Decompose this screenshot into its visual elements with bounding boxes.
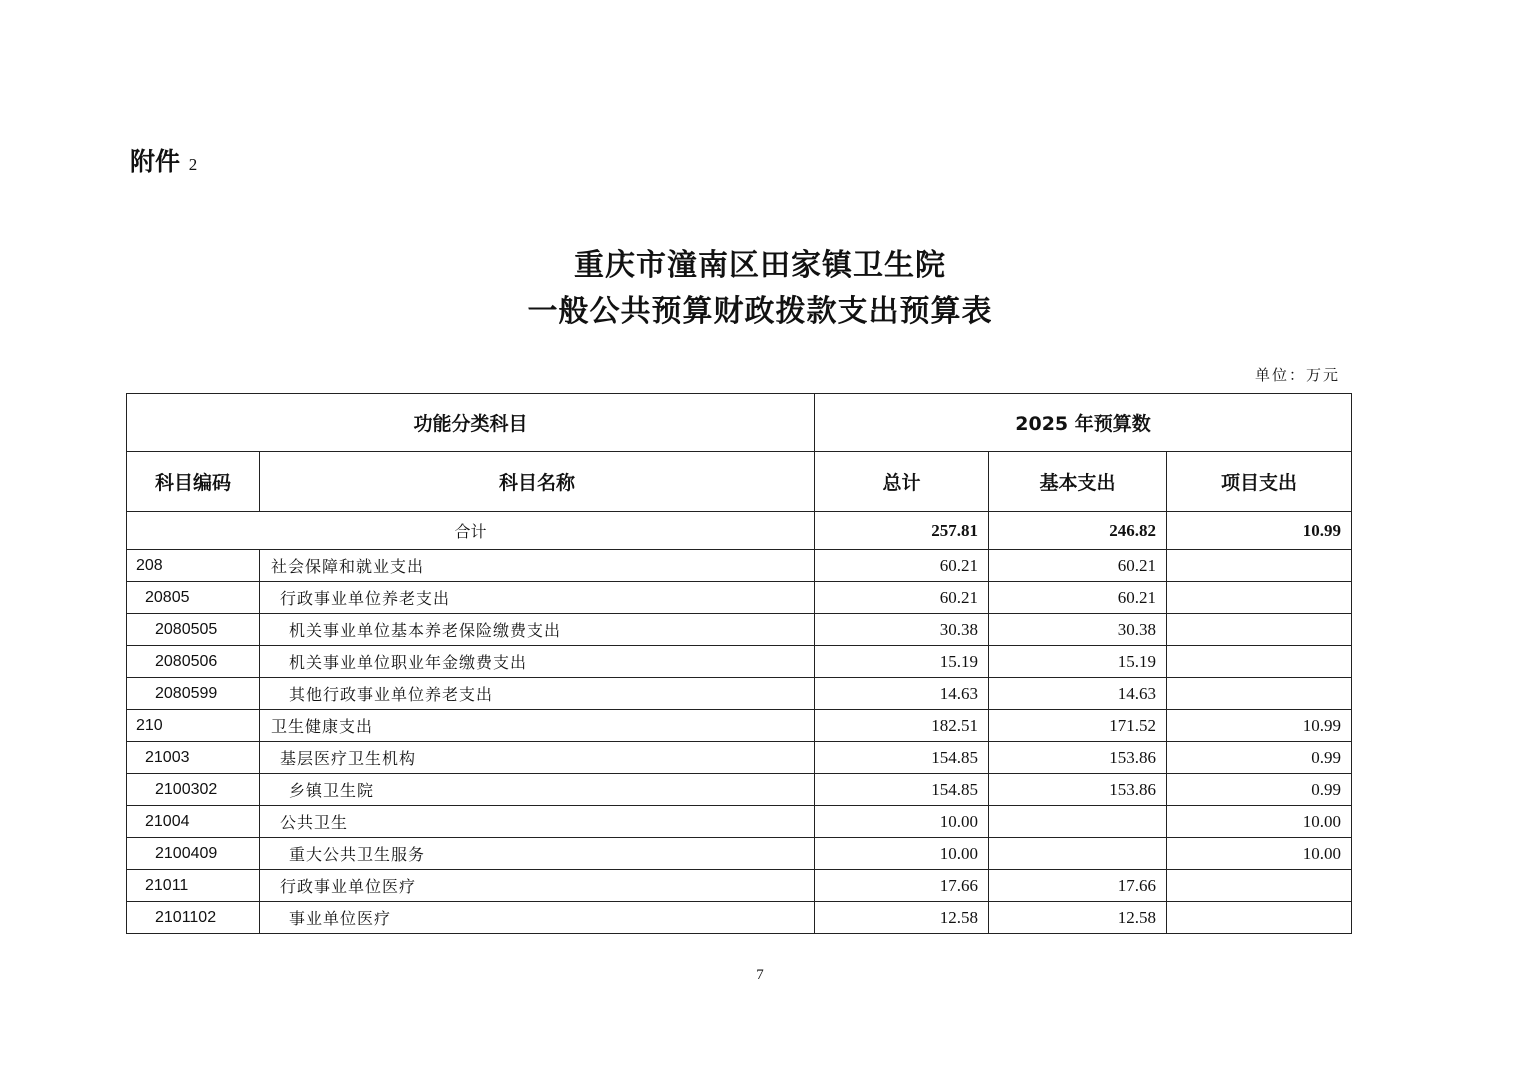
row-code: 2080599 xyxy=(127,678,260,710)
row-basic xyxy=(989,838,1167,870)
row-name: 行政事业单位养老支出 xyxy=(260,582,815,614)
attachment-number: 2 xyxy=(188,155,198,174)
table-row xyxy=(127,838,1352,870)
row-code: 2080506 xyxy=(127,646,260,678)
row-name: 公共卫生 xyxy=(260,806,815,838)
row-basic: 14.63 xyxy=(989,678,1167,710)
row-project: 10.00 xyxy=(1167,838,1352,870)
header-code: 科目编码 xyxy=(127,452,260,512)
row-project xyxy=(1167,902,1352,934)
row-basic: 153.86 xyxy=(989,742,1167,774)
row-name: 基层医疗卫生机构 xyxy=(260,742,815,774)
total-total: 257.81 xyxy=(815,512,989,550)
row-project xyxy=(1167,582,1352,614)
row-basic xyxy=(989,806,1167,838)
row-name: 社会保障和就业支出 xyxy=(260,550,815,582)
header-name: 科目名称 xyxy=(260,452,815,512)
row-project: 10.00 xyxy=(1167,806,1352,838)
row-code: 2100409 xyxy=(127,838,260,870)
row-code: 21004 xyxy=(127,806,260,838)
row-total: 17.66 xyxy=(815,870,989,902)
header-budget-2025: 2025 年预算数 xyxy=(815,394,1352,452)
row-code: 21003 xyxy=(127,742,260,774)
page-number: 7 xyxy=(756,967,764,983)
row-total: 182.51 xyxy=(815,710,989,742)
row-basic: 60.21 xyxy=(989,550,1167,582)
row-basic: 153.86 xyxy=(989,774,1167,806)
table-row xyxy=(127,870,1352,902)
row-total: 60.21 xyxy=(815,582,989,614)
table-row xyxy=(127,902,1352,934)
total-basic: 246.82 xyxy=(989,512,1167,550)
table-row xyxy=(127,806,1352,838)
row-code: 2100302 xyxy=(127,774,260,806)
row-total: 10.00 xyxy=(815,838,989,870)
header-row-1 xyxy=(127,394,1352,452)
row-code: 208 xyxy=(127,550,260,582)
header-row-2 xyxy=(127,452,1352,512)
row-total: 154.85 xyxy=(815,742,989,774)
header-function-category: 功能分类科目 xyxy=(127,394,815,452)
row-project xyxy=(1167,870,1352,902)
table-row xyxy=(127,614,1352,646)
header-project: 项目支出 xyxy=(1167,452,1352,512)
row-name: 行政事业单位医疗 xyxy=(260,870,815,902)
row-basic: 15.19 xyxy=(989,646,1167,678)
total-row xyxy=(127,512,1352,550)
row-name: 机关事业单位基本养老保险缴费支出 xyxy=(260,614,815,646)
row-total: 12.58 xyxy=(815,902,989,934)
row-total: 154.85 xyxy=(815,774,989,806)
table-row xyxy=(127,678,1352,710)
table-row xyxy=(127,646,1352,678)
row-total: 14.63 xyxy=(815,678,989,710)
header-total: 总计 xyxy=(815,452,989,512)
row-basic: 17.66 xyxy=(989,870,1167,902)
row-basic: 171.52 xyxy=(989,710,1167,742)
row-project xyxy=(1167,550,1352,582)
header-basic: 基本支出 xyxy=(989,452,1167,512)
row-total: 15.19 xyxy=(815,646,989,678)
row-project: 0.99 xyxy=(1167,742,1352,774)
title-line-1: 重庆市潼南区田家镇卫生院 xyxy=(574,248,946,283)
attachment-text: 附件 xyxy=(130,147,181,176)
row-code: 20805 xyxy=(127,582,260,614)
row-total: 10.00 xyxy=(815,806,989,838)
unit-label: 单位：万元 xyxy=(1254,366,1340,384)
row-code: 21011 xyxy=(127,870,260,902)
row-code: 2101102 xyxy=(127,902,260,934)
budget-table xyxy=(126,393,1352,934)
row-basic: 60.21 xyxy=(989,582,1167,614)
row-basic: 30.38 xyxy=(989,614,1167,646)
row-name: 其他行政事业单位养老支出 xyxy=(260,678,815,710)
attachment-label xyxy=(130,142,207,178)
table-row xyxy=(127,742,1352,774)
row-name: 机关事业单位职业年金缴费支出 xyxy=(260,646,815,678)
table-row xyxy=(127,774,1352,806)
row-project xyxy=(1167,646,1352,678)
row-basic: 12.58 xyxy=(989,902,1167,934)
row-project xyxy=(1167,678,1352,710)
row-total: 30.38 xyxy=(815,614,989,646)
row-project xyxy=(1167,614,1352,646)
row-project: 10.99 xyxy=(1167,710,1352,742)
row-name: 重大公共卫生服务 xyxy=(260,838,815,870)
row-name: 事业单位医疗 xyxy=(260,902,815,934)
total-project: 10.99 xyxy=(1167,512,1352,550)
table-row xyxy=(127,710,1352,742)
row-code: 210 xyxy=(127,710,260,742)
title-line-2: 一般公共预算财政拨款支出预算表 xyxy=(527,294,993,329)
row-project: 0.99 xyxy=(1167,774,1352,806)
row-name: 乡镇卫生院 xyxy=(260,774,815,806)
row-code: 2080505 xyxy=(127,614,260,646)
table-row xyxy=(127,582,1352,614)
total-label: 合计 xyxy=(127,512,815,550)
table-row xyxy=(127,550,1352,582)
row-total: 60.21 xyxy=(815,550,989,582)
row-name: 卫生健康支出 xyxy=(260,710,815,742)
